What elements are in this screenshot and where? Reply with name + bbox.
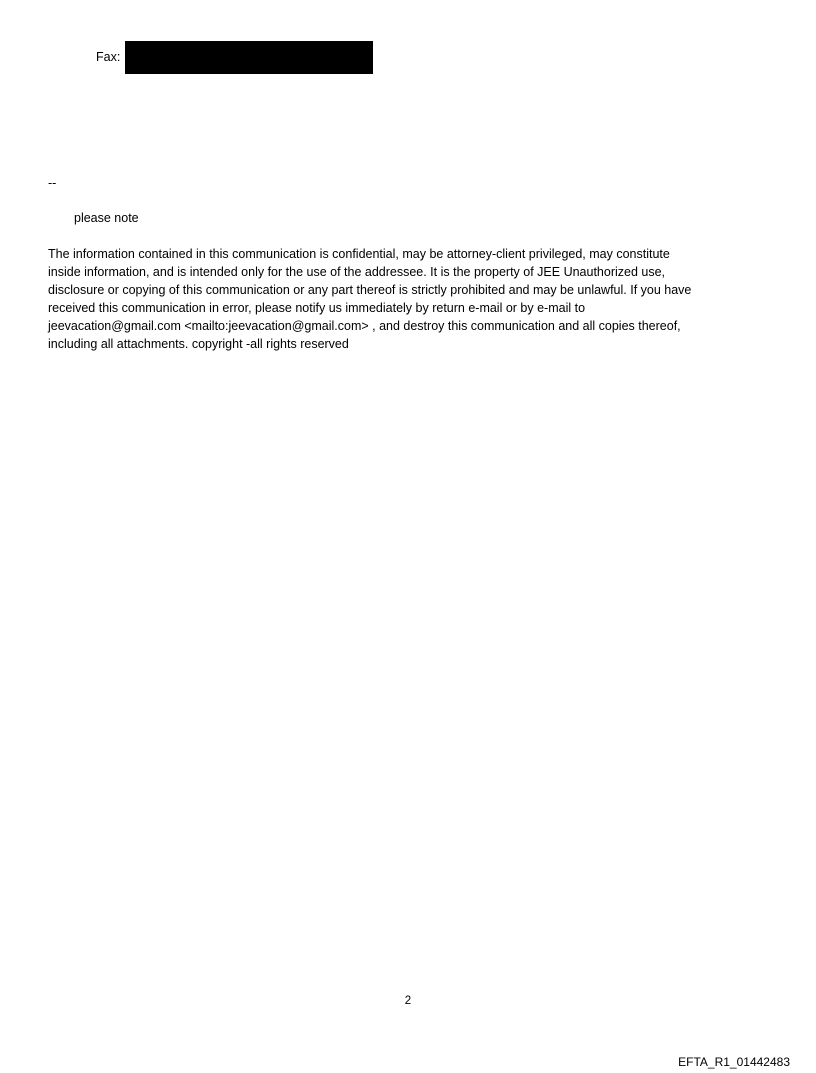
page-number: 2 xyxy=(404,995,412,1007)
disclaimer-line: received this communication in error, please notify us immediately by return e-mail or by e-mail to xyxy=(48,301,586,315)
confidentiality-disclaimer xyxy=(48,245,764,353)
document-id: EFTA_R1_01442483 xyxy=(678,1055,790,1069)
disclaimer-line: including all attachments. copyright -all rights reserved xyxy=(48,337,349,351)
disclaimer-line: inside information, and is intended only for the use of the addressee. It is the property of JEE Unauthorized use, xyxy=(48,265,666,279)
disclaimer-line: The information contained in this communication is confidential, may be attorney-client privileged, may constitute xyxy=(48,247,670,261)
fax-label: Fax: xyxy=(96,50,121,64)
disclaimer-line: disclosure or copying of this communication or any part thereof is strictly prohibited and may be unlawful. If you have xyxy=(48,283,692,297)
redaction-block xyxy=(125,41,373,74)
signature-separator: -- xyxy=(48,176,57,190)
disclaimer-line: jeevacation@gmail.com <mailto:jeevacation@gmail.com> , and destroy this communication and all copies thereof, xyxy=(48,319,681,333)
note-heading: please note xyxy=(74,211,139,225)
